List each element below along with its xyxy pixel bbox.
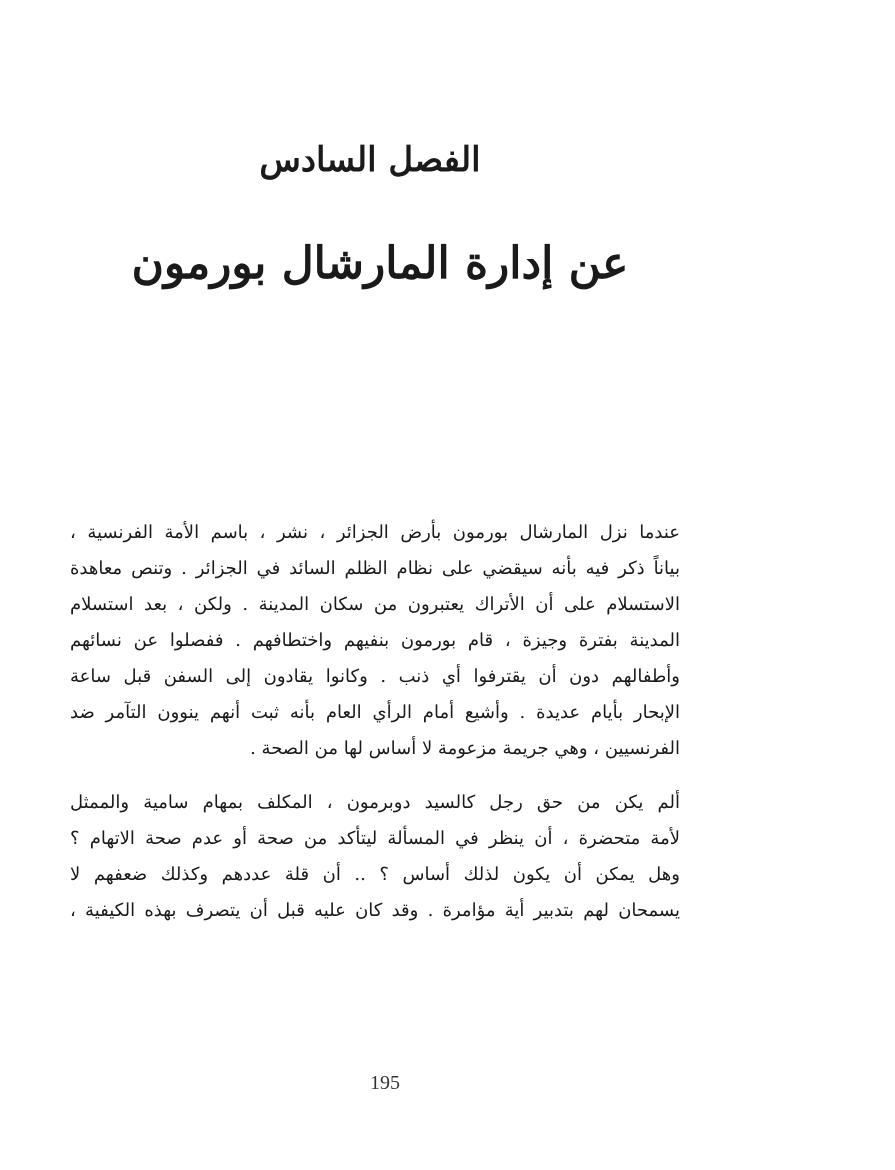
- chapter-title: عن إدارة المارشال بورمون: [131, 238, 629, 289]
- paragraph-1: [70, 515, 680, 767]
- paragraph-2: [70, 785, 680, 929]
- text-line: يسمحان لهم بتدبير أية مؤامرة . وقد كان عليه قبل أن يتصرف بهذه الكيفية ،: [70, 900, 680, 921]
- text-line: ألم يكن من حق رجل كالسيد دوبرمون ، المكلف بمهام سامية والممثل: [70, 792, 680, 813]
- body-text: [70, 515, 680, 929]
- page-number: 195: [370, 1072, 400, 1094]
- text-line: وأطفالهم دون أن يقترفوا أي ذنب . وكانوا يقادون إلى السفن قبل ساعة: [70, 666, 680, 687]
- text-line: الفرنسيين ، وهي جريمة مزعومة لا أساس لها من الصحة .: [250, 738, 680, 759]
- text-line: الإبحار بأيام عديدة . وأشيع أمام الرأي العام بأنه ثبت أنهم ينوون التآمر ضد: [70, 702, 680, 723]
- text-line: وهل يمكن أن يكون لذلك أساس ؟ .. أن قلة عددهم وكذلك ضعفهم لا: [70, 864, 680, 885]
- text-line: بياناً ذكر فيه بأنه سيقضي على نظام الظلم السائد في الجزائر . وتنص معاهدة: [70, 558, 680, 579]
- text-line: المدينة بفترة وجيزة ، قام بورمون بنفيهم واختطافهم . ففصلوا عن نسائهم: [70, 630, 680, 651]
- text-line: عندما نزل المارشال بورمون بأرض الجزائر ، نشر ، باسم الأمة الفرنسية ،: [70, 522, 680, 543]
- chapter-label: الفصل السادس: [259, 140, 481, 180]
- text-line: الاستسلام على أن الأتراك يعتبرون من سكان المدينة . ولكن ، بعد استسلام: [70, 594, 680, 615]
- text-line: لأمة متحضرة ، أن ينظر في المسألة ليتأكد من صحة أو عدم صحة الاتهام ؟: [70, 828, 680, 849]
